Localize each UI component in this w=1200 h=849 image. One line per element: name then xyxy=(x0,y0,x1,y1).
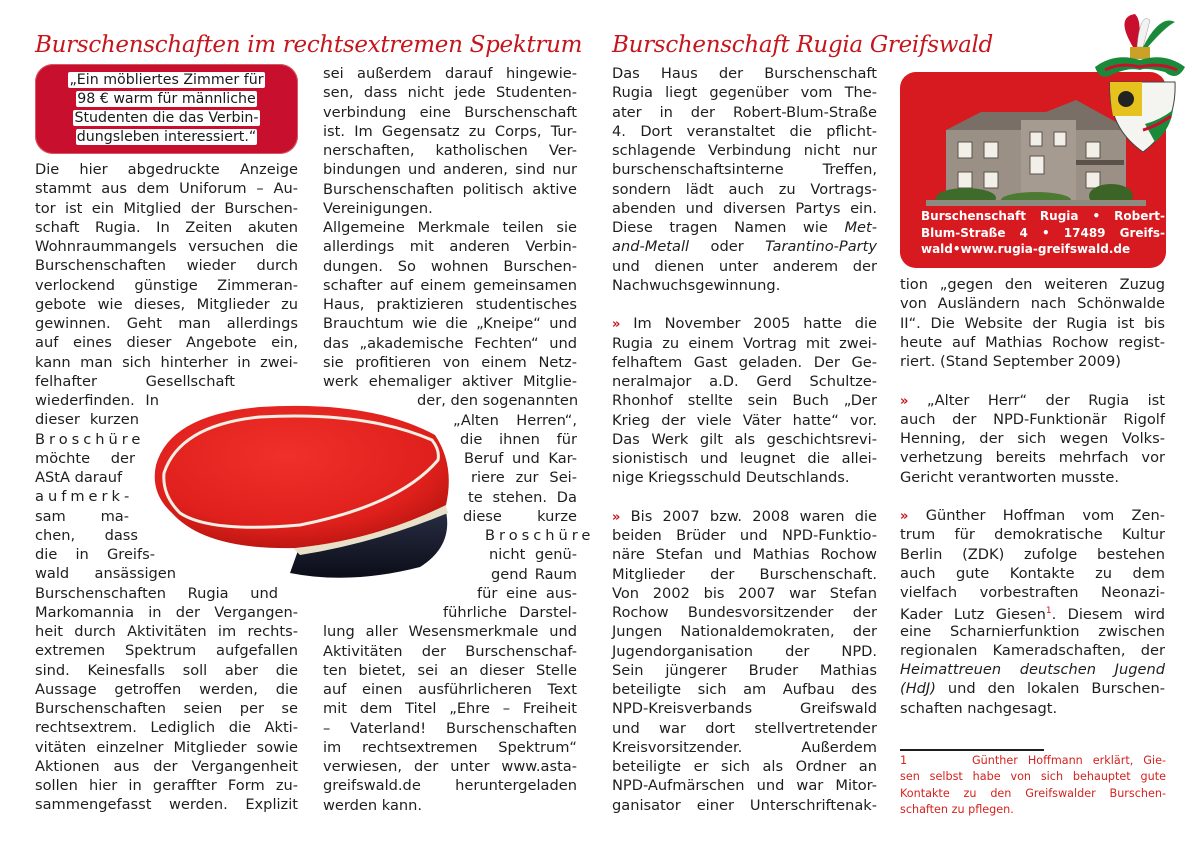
text-line: Henning, der sich wegen Volks- xyxy=(900,430,1165,447)
text-line: näre Stefan und Mathias Rochow xyxy=(612,546,877,564)
caption-line: wald•www.rugia-greifswald.de xyxy=(921,242,1131,256)
footnote-text: Kontakte zu den Greifswalder Burschen- xyxy=(900,786,1166,800)
text-line: vielfach vorbestraften Neonazi- xyxy=(900,584,1165,601)
text-line: riere zur Sei- xyxy=(471,469,577,487)
text-line: und war dort stellvertretender xyxy=(612,719,877,737)
text-line: Nachwuchsgewinnung. xyxy=(612,276,781,294)
text-line: stammt aus dem Uniforum – Au- xyxy=(35,180,298,198)
text-line: Von 2002 bis 2007 war Stefan xyxy=(612,584,877,602)
text-line: das „akademische Fechten“ und xyxy=(323,334,577,352)
text-line: beteiligte sich am Aufbau des xyxy=(612,681,877,698)
text-line: aufmerk- xyxy=(35,488,134,506)
text-line: auf eines dieser Angebote ein, xyxy=(35,334,298,352)
column-1 xyxy=(35,160,298,815)
text-line: Mitglieder der Burschenschaft. xyxy=(612,565,877,583)
text-line: neralmajor a.D. Gerd Schultze- xyxy=(612,373,877,390)
text-line: Burschenschaften seien per se xyxy=(35,700,298,717)
text-line: werden kann. xyxy=(323,796,423,814)
text-line: bindungen und anderen, sind nur xyxy=(323,161,577,179)
italic-phrase: and-Metall xyxy=(612,238,690,256)
footnote-line-1 xyxy=(900,753,1166,769)
text-line: lung aller Wesensmerkmale und xyxy=(323,623,577,641)
text-line: schaften nachgesagt. xyxy=(900,699,1058,717)
text-line: die ihnen für xyxy=(460,430,577,448)
text-line: riert. (Stand September 2009) xyxy=(900,353,1121,370)
text-line: auch der NPD-Funktionär Rigolf xyxy=(900,410,1165,428)
text-line: ganisator einer Unterschriftenak- xyxy=(612,796,877,814)
bullet-marker-icon: » xyxy=(900,393,909,409)
text-line: – Vaterland! Burschenschaften xyxy=(323,719,577,737)
text-line: abenden und diversen Partys ein. xyxy=(612,199,877,217)
text-line: sei außerdem darauf hingewie- xyxy=(323,65,577,82)
footnote-ref[interactable]: 1 xyxy=(1045,606,1052,617)
text-line: Krieg der viele Väter hatte“ vor. xyxy=(612,411,877,429)
text-line: NPD-Aufmärschen und war Mitor- xyxy=(612,777,877,795)
caption-line: Burschenschaft Rugia • Robert- xyxy=(921,209,1165,223)
text-line: gend Raum xyxy=(491,565,577,583)
text-line: Aussage getroffen werden, die xyxy=(35,680,298,698)
column-3 xyxy=(612,64,877,815)
bullet-line: » Bis 2007 bzw. 2008 waren die xyxy=(612,507,877,525)
text-line: Broschüre xyxy=(485,527,595,544)
photo-caption xyxy=(921,208,1165,258)
text-line: extremen Spektrum aufgefallen xyxy=(35,642,298,660)
text-line: verbindung eine Burschenschaft xyxy=(323,103,577,121)
text-line: ater in der Robert-Blum-Straße xyxy=(612,103,877,121)
text-line: Burschenschaften Rugia und xyxy=(35,584,278,602)
text-line: beiden Brüder und NPD-Funktio- xyxy=(612,527,877,544)
text-line: Broschüre xyxy=(35,430,145,448)
footnote-text: Günther Hoffmann erklärt, Gie- xyxy=(972,754,1166,767)
text-line-mixed xyxy=(900,679,1165,698)
text-line: sondern lädt auch zu Vortrags- xyxy=(612,180,877,198)
text-line: auch gute Kontakte zu dem xyxy=(900,564,1165,582)
text-line: führliche Darstel- xyxy=(443,604,577,621)
text-line: ist. Im Gegensatz zu Corps, Tur- xyxy=(323,122,577,140)
quote-line: Studenten die das Verbin- xyxy=(74,110,259,126)
text-line: sind. Keinesfalls soll aber die xyxy=(35,661,298,679)
text-line: im rechtsextremen Spektrum“ xyxy=(323,738,577,756)
text-line-with-footnote xyxy=(900,602,1165,624)
text-line: Haus, praktizieren studentisches xyxy=(323,296,577,313)
text-line: und dienen unter anderem der xyxy=(612,257,877,275)
text-line: Brauchtum wie die „Kneipe“ und xyxy=(323,315,577,333)
section-title-left: Burschenschaften im rechtsextremen Spektrum xyxy=(35,32,583,58)
text-line: Vereinigungen. xyxy=(323,199,433,217)
text-line: vitäten einzelner Mitglieder sowie xyxy=(35,738,298,756)
text-line: heute auf Mathias Rochow regist- xyxy=(900,333,1165,351)
text-line: greifswald.de heruntergeladen xyxy=(323,777,577,795)
text-line: allerdings mit anderen Verbin- xyxy=(323,238,577,256)
text-line: dungen. So wohnen Burschen- xyxy=(323,257,577,275)
text-line: schlagende Verbindung nicht nur xyxy=(612,142,877,159)
caption-line: Blum-Straße 4 • 17489 Greifs- xyxy=(921,225,1165,240)
text-line: sam ma- xyxy=(35,507,129,525)
text-line: Rhonhof stellte sein Buch „Der xyxy=(612,392,877,410)
text-line: Heimattreuen deutschen Jugend xyxy=(900,661,1165,678)
quote-line: 98 € warm für männliche xyxy=(77,91,256,107)
text-line: Jungen Nationaldemokraten, der xyxy=(612,623,877,641)
text-line: Kreisvorsitzender. Außerdem xyxy=(612,738,877,756)
text-line: chen, dass xyxy=(35,526,138,544)
text-line: te stehen. Da xyxy=(468,488,577,506)
text-line: Allgemeine Merkmale teilen sie xyxy=(323,219,577,236)
text-line: wiederfinden. In xyxy=(35,392,159,409)
bullet-marker-icon: » xyxy=(612,509,621,525)
text-line: Burschenschaften wieder durch xyxy=(35,257,298,275)
text-line: Burschenschaften politisch aktive xyxy=(323,180,577,198)
text-line: verwiesen, der unter www.asta- xyxy=(323,758,577,775)
text-fragment: (HdJ) xyxy=(900,680,936,698)
text-fragment: und den lokalen Burschen- xyxy=(935,680,1165,698)
text-line: verlockend günstige Zimmeran- xyxy=(35,276,298,294)
bullet-line: » Günther Hoffman vom Zen- xyxy=(900,507,1165,524)
text-line: II“. Die Website der Rugia ist bis xyxy=(900,314,1165,332)
text-line: schaft Rugia. In Zeiten akuten xyxy=(35,218,298,236)
text-line: felhaftem Gast geladen. Der Ge- xyxy=(612,353,877,371)
text-line: dieser kurzen xyxy=(35,411,139,429)
text-fragment: . Diesem wird xyxy=(1051,606,1165,624)
text-line: auf einen ausführlicheren Text xyxy=(323,681,577,698)
text-line: trum für demokratische Kultur xyxy=(900,526,1165,544)
text-fragment: Kader Lutz Giesen xyxy=(900,606,1046,624)
text-line: der, den sogenannten xyxy=(417,392,579,410)
text-line: Das Haus der Burschenschaft xyxy=(612,65,877,82)
footnote xyxy=(900,753,1166,818)
text-line: Rugia liegt gegenüber vom The- xyxy=(612,84,877,102)
text-line: Wohnraummangels versuchen die xyxy=(35,238,298,255)
text-line: diese kurze xyxy=(463,507,577,525)
text-line: regionalen Kameradschaften, der xyxy=(900,641,1165,659)
text-line: tor ist ein Mitglied der Burschen- xyxy=(35,199,298,217)
italic-phrase: Tarantino-Party xyxy=(765,238,877,256)
footnote-divider xyxy=(900,749,1044,751)
quote-line: dungsleben interessiert.“ xyxy=(76,129,257,145)
text-line: gebote wie dieses, Mitglieder zu xyxy=(35,295,298,313)
text-line: eine Scharnierfunktion zwischen xyxy=(900,622,1165,640)
text-line: heit durch Aktivitäten im rechts- xyxy=(35,623,298,640)
footnote-text: schaften zu pflegen. xyxy=(900,802,1014,816)
text-line: Jugendorganisation der NPD. xyxy=(612,642,877,660)
text-line: and-Metall oder Tarantino-Party xyxy=(612,238,877,256)
text-line: Gericht verantworten musste. xyxy=(900,468,1119,486)
text-line: Die hier abgedruckte Anzeige xyxy=(35,161,298,178)
text-line: nige Kriegsschuld Deutschlands. xyxy=(612,469,850,487)
text-line: sollen hier in geraffter Form zu- xyxy=(35,777,298,794)
text-line: nerschaften, katholischen Ver- xyxy=(323,142,577,159)
text-line: Sein jüngerer Bruder Mathias xyxy=(612,661,877,679)
quote-line: „Ein möbliertes Zimmer für xyxy=(69,72,264,88)
text-line: sammengefasst werden. Explizit xyxy=(35,796,298,814)
text-line: gewinnen. Geht man allerdings xyxy=(35,315,298,332)
ad-quote-text xyxy=(35,71,298,147)
text-line: werk ehemaliger aktiver Mitglie- xyxy=(323,373,577,390)
bullet-marker-icon: » xyxy=(612,317,621,333)
text-line: schafter auf einem gemeinsamen xyxy=(323,276,577,294)
column-4 xyxy=(900,275,1165,718)
text-line: für eine aus- xyxy=(477,584,577,602)
ad-quote-box xyxy=(35,64,298,154)
text-line: felhafter Gesellschaft xyxy=(35,372,235,390)
italic-phrase: Met- xyxy=(844,219,877,236)
text-line: tion „gegen den weiteren Zuzug xyxy=(900,276,1165,293)
text-line: „Alten Herren“, xyxy=(453,411,577,429)
text-line: NPD-Kreisverbands Greifswald xyxy=(612,700,877,718)
text-line: die in Greifs- xyxy=(35,546,155,563)
section-title-right: Burschenschaft Rugia Greifswald xyxy=(612,32,993,58)
text-line: Markomannia in der Vergangen- xyxy=(35,603,298,621)
text-line: Diese tragen Namen wie Met- xyxy=(612,219,877,236)
text-line: Rochow Bundesvorsitzender der xyxy=(612,604,877,621)
text-line: rechtsextrem. Lediglich die Akti- xyxy=(35,719,298,737)
text-line: Das Werk gilt als geschichtsrevi- xyxy=(612,430,877,448)
text-line: Aktivitäten der Burschenschaf- xyxy=(323,642,577,660)
text-line: ten bietet, sei an dieser Stelle xyxy=(323,661,577,679)
text-line: Rugia zu einem Vortrag mit zwei- xyxy=(612,334,877,352)
text-line: Berlin (ZDK) zufolge bestehen xyxy=(900,545,1165,563)
text-line: AStA darauf xyxy=(35,469,123,486)
text-line: 4. Dort veranstaltet die pflicht- xyxy=(612,122,877,140)
text-line: sionistisch und leugnet die allei- xyxy=(612,450,877,467)
text-line: sie profitieren von einem Netz- xyxy=(323,353,577,371)
text-line: nicht genü- xyxy=(489,546,577,564)
text-line: wald ansässigen xyxy=(35,565,176,583)
text-line: burschenschaftsinterne Treffen, xyxy=(612,161,877,179)
coat-of-arms-icon xyxy=(1085,12,1195,162)
column-2 xyxy=(323,64,595,815)
footnote-text: sen selbst habe von sich behauptet gute xyxy=(900,770,1166,784)
text-line: sen, dass nicht jede Studenten- xyxy=(323,84,577,102)
footnote-number: 1 xyxy=(900,754,908,767)
bullet-marker-icon: » xyxy=(900,509,909,524)
text-line: mit dem Titel „Ehre – Freiheit xyxy=(323,700,577,718)
text-line: möchte der xyxy=(35,449,135,467)
bullet-line: » „Alter Herr“ der Rugia ist xyxy=(900,391,1165,409)
text-line: beteiligte er sich als Ordner an xyxy=(612,758,877,775)
bullet-line: » Im November 2005 hatte die xyxy=(612,315,877,333)
text-line: Beruf und Kar- xyxy=(464,450,577,467)
text-line: Aktionen aus der Vergangenheit xyxy=(35,757,298,775)
text-line: von Ausländern nach Schönwalde xyxy=(900,295,1165,313)
text-line: verhetzung bereits mehrfach vor xyxy=(900,449,1165,467)
text-line: kann man sich hinterher in zwei- xyxy=(35,353,298,371)
